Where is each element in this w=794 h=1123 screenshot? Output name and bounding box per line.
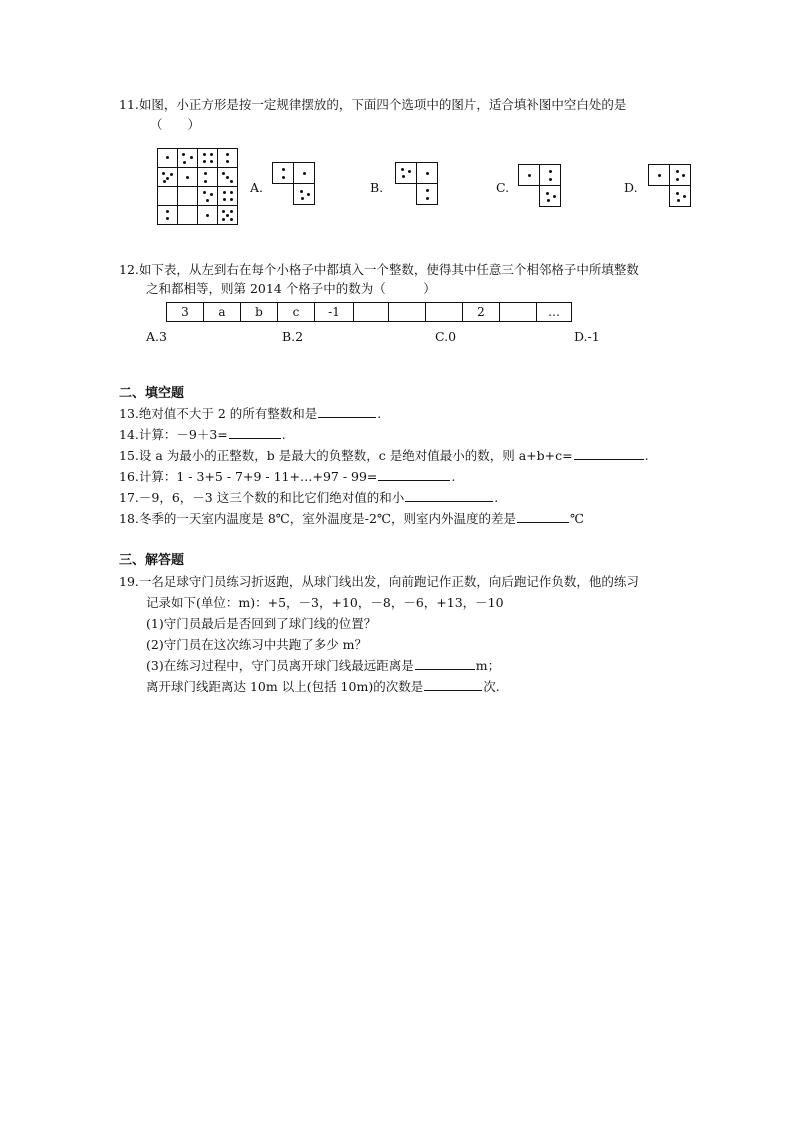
q11-stem: 11.如图，小正方形是按一定规律摆放的，下面四个选项中的图片，适合填补图中空白处的是	[119, 97, 627, 112]
q12-choice-a[interactable]: A.3	[146, 329, 167, 344]
q19-sub4-unit: 次.	[483, 679, 500, 694]
q17	[119, 489, 498, 507]
q14-answer-blank[interactable]	[229, 426, 281, 439]
grid-cell	[198, 187, 218, 206]
q19-sub3	[146, 657, 500, 675]
strip-cell	[500, 303, 537, 322]
q11-answer-paren: （ ）	[150, 117, 201, 132]
grid-cell	[178, 168, 198, 187]
q19-sub2: (2)守门员在这次练习中共跑了多少 m？	[146, 637, 368, 652]
strip-cell	[389, 303, 426, 322]
q16	[119, 468, 455, 486]
strip-cell: -1	[315, 303, 354, 322]
q19-sub3-answer-blank[interactable]	[415, 657, 475, 670]
grid-cell	[158, 168, 178, 187]
strip-cell: c	[278, 303, 315, 322]
q12-stem-line2: 之和都相等，则第 2014 个格子中的数为（ ）	[146, 281, 436, 296]
q19-sub3-unit: m；	[475, 658, 501, 673]
option-a-label[interactable]: A.	[250, 180, 264, 195]
q15	[119, 447, 649, 465]
q12-choice-d[interactable]: D.-1	[574, 329, 600, 344]
q16-answer-blank[interactable]	[378, 468, 450, 481]
section-fill-in-title: 二、填空题	[119, 386, 185, 401]
q13-text: 13.绝对值不大于 2 的所有整数和是	[119, 406, 318, 421]
grid-cell	[178, 149, 198, 168]
option-c-label[interactable]: C.	[496, 180, 510, 195]
q18	[119, 510, 584, 528]
q12-choice-b[interactable]: B.2	[282, 329, 304, 344]
number-strip-table	[166, 302, 572, 322]
grid-cell	[218, 149, 238, 168]
q12-choice-c[interactable]: C.0	[435, 329, 457, 344]
grid-cell	[198, 206, 218, 225]
q12-stem-line1: 12.如下表，从左到右在每个小格子中都填入一个整数，使得其中任意三个相邻格子中所填整数	[119, 262, 639, 277]
strip-cell: a	[204, 303, 241, 322]
grid-cell	[218, 206, 238, 225]
grid-cell	[178, 187, 198, 206]
q14	[119, 426, 286, 444]
q18-end: ℃	[569, 511, 584, 526]
q19-sub4-answer-blank[interactable]	[424, 678, 482, 691]
q18-answer-blank[interactable]	[517, 510, 569, 523]
q15-end: .	[644, 448, 649, 463]
dice-pattern-grid	[157, 148, 238, 225]
q15-text: 15.设 a 为最小的正整数，b 是最大的负整数，c 是绝对值最小的数，则 a+b+c=	[119, 448, 573, 463]
strip-cell: …	[537, 303, 572, 322]
q14-end: .	[281, 427, 286, 442]
option-b-label[interactable]: B.	[370, 180, 384, 195]
q13-end: .	[377, 406, 382, 421]
q16-end: .	[451, 469, 456, 484]
q17-text: 17.－9，6，－3 这三个数的和比它们绝对值的和小	[119, 490, 405, 505]
strip-cell	[426, 303, 463, 322]
grid-cell	[178, 206, 198, 225]
q17-answer-blank[interactable]	[405, 489, 493, 502]
strip-cell	[354, 303, 389, 322]
q15-answer-blank[interactable]	[574, 447, 644, 460]
grid-cell	[218, 187, 238, 206]
grid-cell	[158, 187, 178, 206]
strip-cell: 3	[167, 303, 204, 322]
q19-sub4-text: 离开球门线距离达 10m 以上(包括 10m)的次数是	[146, 679, 424, 694]
grid-cell	[218, 168, 238, 187]
grid-cell	[198, 149, 218, 168]
strip-cell: b	[241, 303, 278, 322]
q16-text: 16.计算：1 - 3+5 - 7+9 - 11+…+97 - 99=	[119, 469, 378, 484]
q14-text: 14.计算：－9＋3=	[119, 427, 228, 442]
q19-stem-line1: 19.一名足球守门员练习折返跑，从球门线出发，向前跑记作正数，向后跑记作负数，他的练习	[119, 574, 639, 589]
grid-cell	[158, 149, 178, 168]
q18-text: 18.冬季的一天室内温度是 8℃，室外温度是-2℃，则室内外温度的差是	[119, 511, 516, 526]
option-d-label[interactable]: D.	[624, 180, 638, 195]
q19-sub4	[146, 678, 500, 696]
q19-sub3-text: (3)在练习过程中，守门员离开球门线最远距离是	[146, 658, 414, 673]
q19-stem-line2: 记录如下(单位：m)：+5，－3，+10，－8，－6，+13，－10	[146, 595, 504, 610]
q13	[119, 405, 381, 423]
q19-sub1: (1)守门员最后是否回到了球门线的位置？	[146, 616, 377, 631]
q17-end: .	[494, 490, 499, 505]
q13-answer-blank[interactable]	[318, 405, 376, 418]
strip-cell: 2	[463, 303, 500, 322]
section-solve-title: 三、解答题	[119, 553, 185, 568]
grid-cell	[198, 168, 218, 187]
grid-cell	[158, 206, 178, 225]
